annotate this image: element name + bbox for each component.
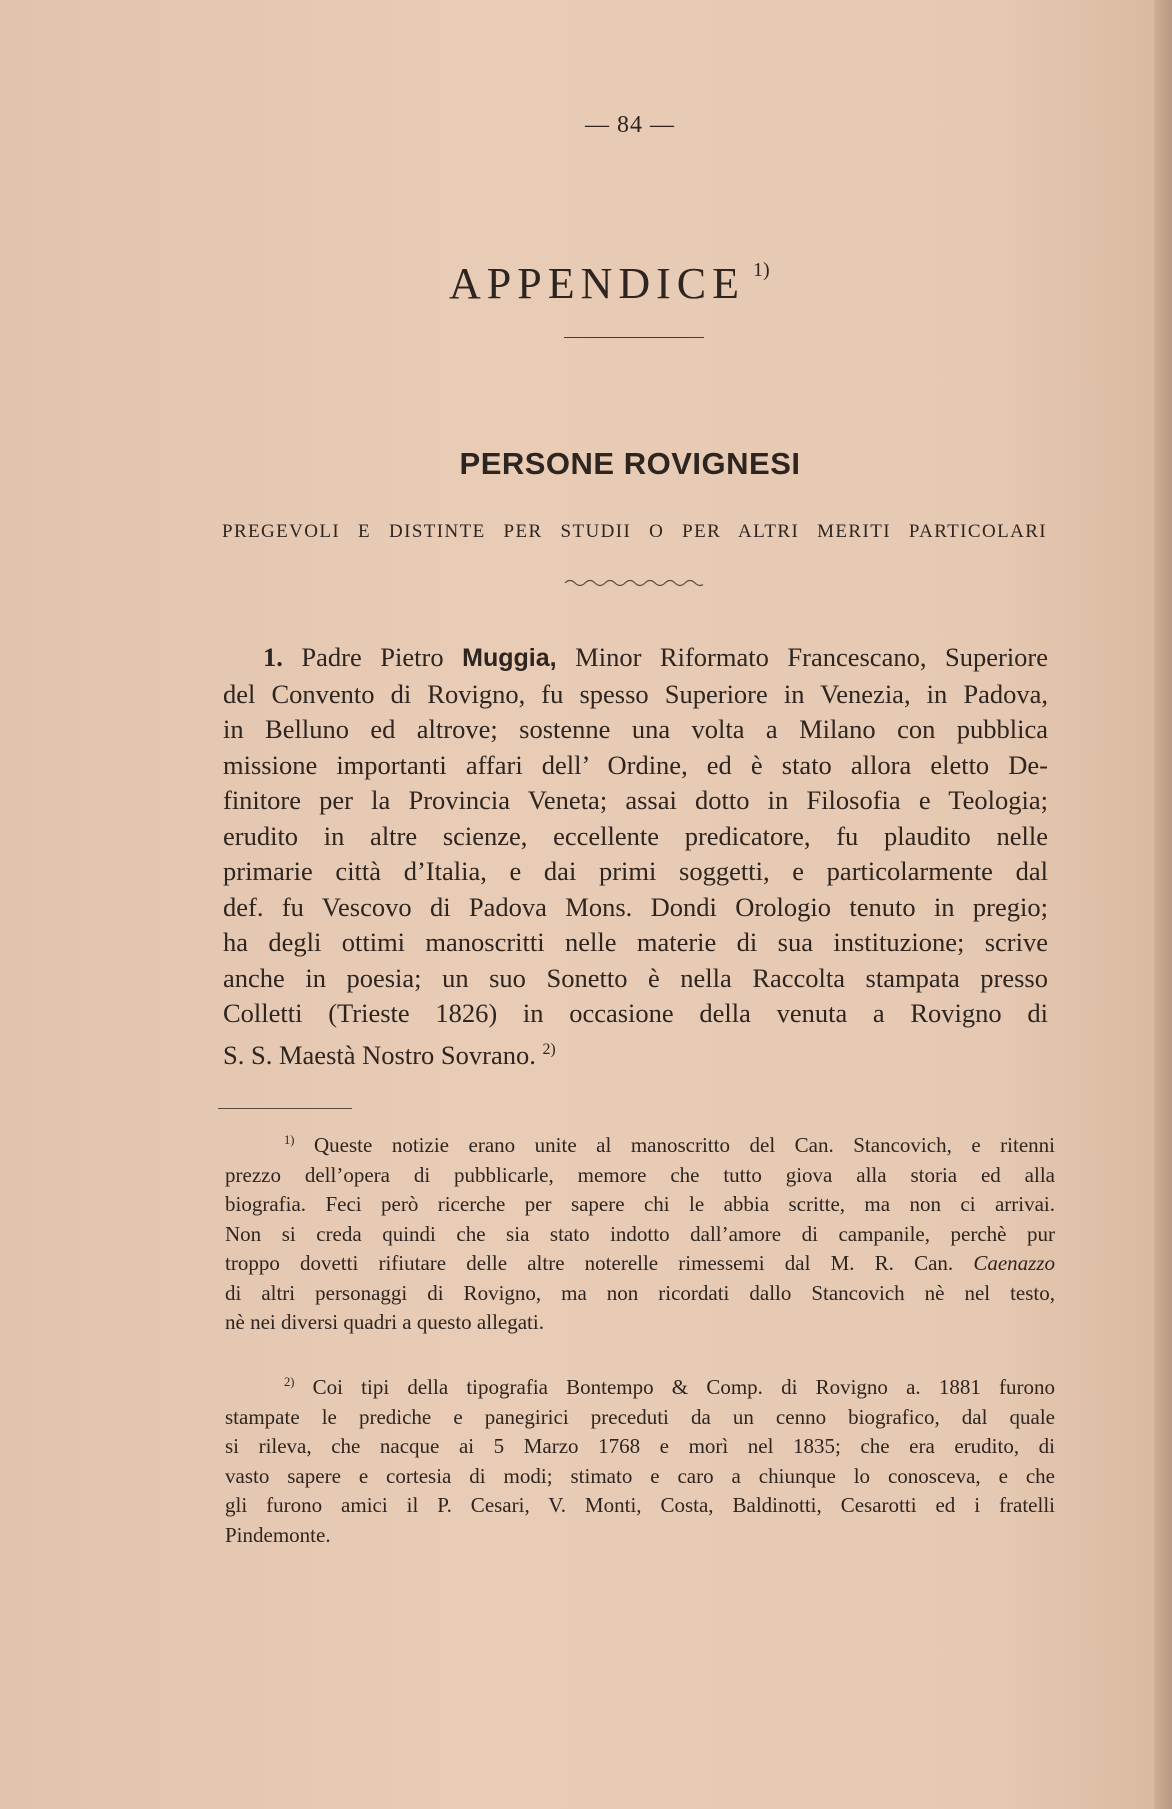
section-title: PERSONE ROVIGNESI xyxy=(459,446,801,481)
entry-line: Colletti (Trieste 1826) in occasione della venuta a Rovigno di xyxy=(223,998,1048,1028)
footnote-mark: 2) xyxy=(284,1375,295,1389)
footnote-1 xyxy=(225,1126,1055,1338)
footnote-line: biografia. Feci però ricerche per sapere chi le abbia scritte, ma non ci arrivai. xyxy=(225,1192,1055,1216)
entry-line: def. fu Vescovo di Padova Mons. Dondi Orologio tenuto in pregio; xyxy=(223,891,1048,922)
section-subtitle: PREGEVOLI E DISTINTE PER STUDII O PER ALTRI MERITI PARTICOLARI xyxy=(222,521,1047,542)
footnote-line: vasto sapere e cortesia di modi; stimato e caro a chiunque lo conosceva, e che xyxy=(225,1463,1055,1488)
entry-surname: Muggia, xyxy=(462,644,557,672)
footnote-line: si rileva, che nacque ai 5 Marzo 1768 e morì nel 1835; che era erudito, di xyxy=(225,1434,1055,1458)
footnote-italic-name: Caenazzo xyxy=(973,1251,1055,1275)
footnote-line: nè nei diversi quadri a questo allegati. xyxy=(225,1310,544,1334)
entry-line: missione importanti affari dell’ Ordine, ed è stato allora eletto De- xyxy=(223,749,1048,780)
footnote-line: $^{2)}$ Coi tipi della tipografia Bontempo & Comp. di Rovigno a. 1881 furono xyxy=(284,1375,1055,1399)
entry-line: 1. Padre Pietro Muggia, Minor Riformato Francescano, Superiore xyxy=(263,642,1049,672)
footnote-2 xyxy=(225,1368,1055,1550)
footnote-line: stampate le prediche e panegirici preceduti da un cenno biografico, dal quale xyxy=(225,1404,1055,1429)
footnote-mark: 1) xyxy=(284,1133,295,1147)
footnote-line: $^{1)}$ Queste notizie erano unite al manoscritto del Can. Stancovich, e ritenni xyxy=(284,1133,1055,1157)
entry-number: 1. xyxy=(263,642,283,672)
entry-line: erudito in altre scienze, eccellente predicatore, fu plaudito nelle xyxy=(223,820,1048,851)
entry-line: anche in poesia; un suo Sonetto è nella Raccolta stampata presso xyxy=(223,962,1048,993)
entry-line: del Convento di Rovigno, fu spesso Superiore in Venezia, in Padova, xyxy=(223,678,1048,709)
footnote-line: prezzo dell’opera di pubblicarle, memore che tutto giova alla storia ed alla xyxy=(225,1162,1055,1187)
entry-line: finitore per la Provincia Veneta; assai dotto in Filosofia e Teologia; xyxy=(223,785,1048,815)
entry-line: S. S. Maestà Nostro Sovrano. $^{2)}$ xyxy=(223,1039,556,1070)
footnote-line: gli furono amici il P. Cesari, V. Monti, Costa, Baldinotti, Cesarotti ed i fratelli xyxy=(225,1493,1055,1517)
appendix-title xyxy=(449,258,849,309)
footnote-line: Non si creda quindi che sia stato indotto dall’amore di campanile, perchè pur xyxy=(225,1221,1055,1246)
entry-line: in Belluno ed altrove; sostenne una volta a Milano con pubblica xyxy=(223,714,1048,744)
entry-muggia xyxy=(223,640,1048,1073)
appendix-title-text: APPENDICE xyxy=(449,259,746,308)
title-rule xyxy=(564,337,704,338)
entry-line: ha degli ottimi manoscritti nelle materie di sua instituzione; scrive xyxy=(223,927,1048,957)
page-number: — 84 — xyxy=(585,112,675,138)
entry-footnote-ref: 2) xyxy=(542,1040,556,1058)
appendix-footnote-ref: 1) xyxy=(753,259,770,281)
footnote-line: di altri personaggi di Rovigno, ma non ricordati dallo Stancovich nè nel testo, xyxy=(225,1280,1055,1305)
footnote-line: Pindemonte. xyxy=(225,1522,331,1547)
entry-line: primarie città d’Italia, e dai primi soggetti, e particolarmente dal xyxy=(223,856,1048,886)
footnote-rule xyxy=(218,1108,352,1109)
wavy-ornament xyxy=(563,577,703,589)
page-edge xyxy=(1154,0,1172,1809)
footnote-line: troppo dovetti rifiutare delle altre noterelle rimessemi dal M. R. Can. Caenazzo xyxy=(225,1251,1055,1275)
